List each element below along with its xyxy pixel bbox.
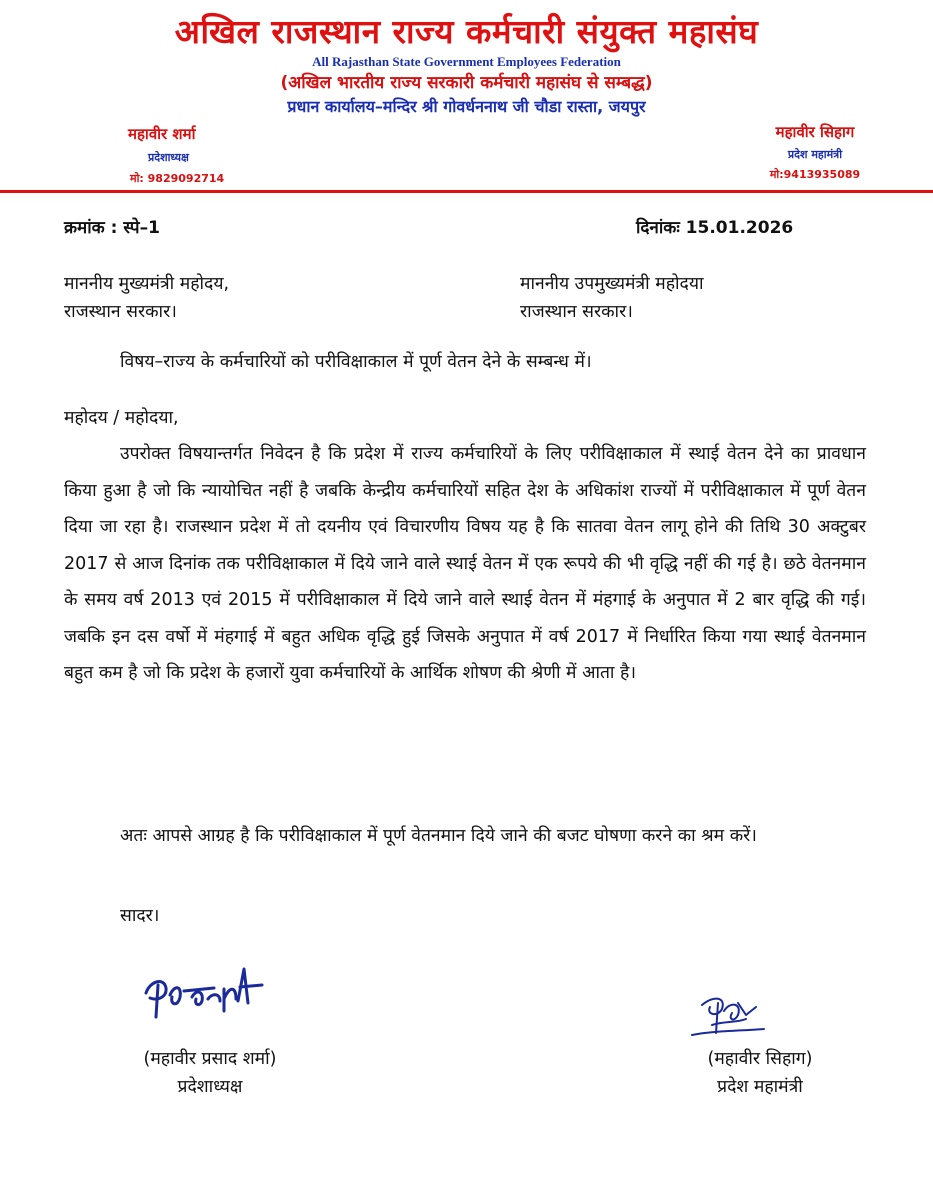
letter-date: दिनांकः 15.01.2026 <box>636 218 794 238</box>
left-officer-phone: मो: 9829092714 <box>130 172 225 185</box>
organization-title: अखिल राजस्थान राज्य कर्मचारी संयुक्त महासंघ <box>174 12 759 51</box>
letter-subject: विषय–राज्य के कर्मचारियों को परीविक्षाकाल में पूर्ण वेतन देने के सम्बन्ध में। <box>120 352 592 372</box>
left-signatory-name: (महावीर प्रसाद शर्मा) <box>143 1049 277 1069</box>
left-officer-name: महावीर शर्मा <box>128 125 196 143</box>
recipient-deputy-chief-minister <box>520 270 704 326</box>
left-signatory <box>110 1045 310 1101</box>
right-officer-role: प्रदेश महामंत्री <box>787 148 843 161</box>
reference-number: क्रमांक : स्पे–1 <box>64 218 160 238</box>
recipient-chief-minister <box>64 270 229 326</box>
right-officer-name: महावीर सिहाग <box>775 123 855 141</box>
salutation: महोदय / महोदया, <box>64 408 179 428</box>
left-signatory-title: प्रदेशाध्यक्ष <box>177 1077 243 1097</box>
right-signatory-title: प्रदेश महामंत्री <box>717 1077 803 1097</box>
left-officer-block <box>128 124 288 186</box>
right-officer-block <box>730 122 900 182</box>
right-signature-image <box>688 985 768 1045</box>
recipient-left-line1: माननीय मुख्यमंत्री महोदय, <box>64 274 230 294</box>
right-officer-phone: मो:9413935089 <box>769 168 861 181</box>
recipient-left-line2: राजस्थान सरकार। <box>64 302 177 322</box>
right-signatory-name: (महावीर सिहाग) <box>707 1049 813 1069</box>
left-officer-role: प्रदेशाध्यक्ष <box>148 151 189 164</box>
right-signatory <box>660 1045 860 1101</box>
closing-regards: सादर। <box>120 906 160 926</box>
head-office-address: प्रधान कार्यालय–मन्दिर श्री गोवर्धननाथ जी चौडा रास्ता, जयपुर <box>287 97 646 116</box>
recipient-right-line2: राजस्थान सरकार। <box>520 302 633 322</box>
recipient-right-line1: माननीय उपमुख्यमंत्री महोदया <box>520 274 704 294</box>
body-paragraph-2: अतः आपसे आग्रह है कि परीविक्षाकाल में पूर्ण वेतनमान दिये जाने की बजट घोषणा करने का श्रम करें। <box>120 826 757 846</box>
left-signature-image <box>140 955 270 1030</box>
body-paragraph-1: उपरोक्त विषयान्तर्गत निवेदन है कि प्रदेश में राज्य कर्मचारियों के लिए परीविक्षाकाल में स्थाई वेतन देने का प्रावधान किया हुआ है जो कि न्यायोचित नहीं है जबकि केन्द्रीय कर्मचारियों सहित देश के अधिकांश राज्यों में परीविक्षाकाल में पूर्ण वेतन दिया जा रहा है। राजस्थान प्रदेश में तो दयनीय एवं विचारणीय विषय यह है कि सातवा वेतन लागू होने की तिथि 30 अक्टुबर 2017 से आज दिनांक तक परीविक्षाकाल में दिये जाने वाले स्थाई वेतन में एक रूपये की भी वृद्धि नहीं की गई है। छठे वेतनमान के समय वर्ष 2013 एवं 2015 में परीविक्षाकाल में दिये जाने वाले स्थाई वेतन में मंहगाई के अनुपात में 2 बार वृद्धि की गई। जबकि इन दस वर्षो में मंहगाई में बहुत अधिक वृद्धि हुई जिसके अनुपात में वर्ष 2017 में निर्धारित किया गया स्थाई वेतनमान बहुत कम है जो कि प्रदेश के हजारों युवा कर्मचारियों के आर्थिक शोषण की श्रेणी में आता है। <box>64 444 866 683</box>
letterhead-divider <box>0 190 933 193</box>
organization-english-name: All Rajasthan State Government Employees Federation <box>312 54 621 69</box>
organization-affiliation: (अखिल भारतीय राज्य सरकारी कर्मचारी महासंघ से सम्बद्ध) <box>280 73 653 93</box>
